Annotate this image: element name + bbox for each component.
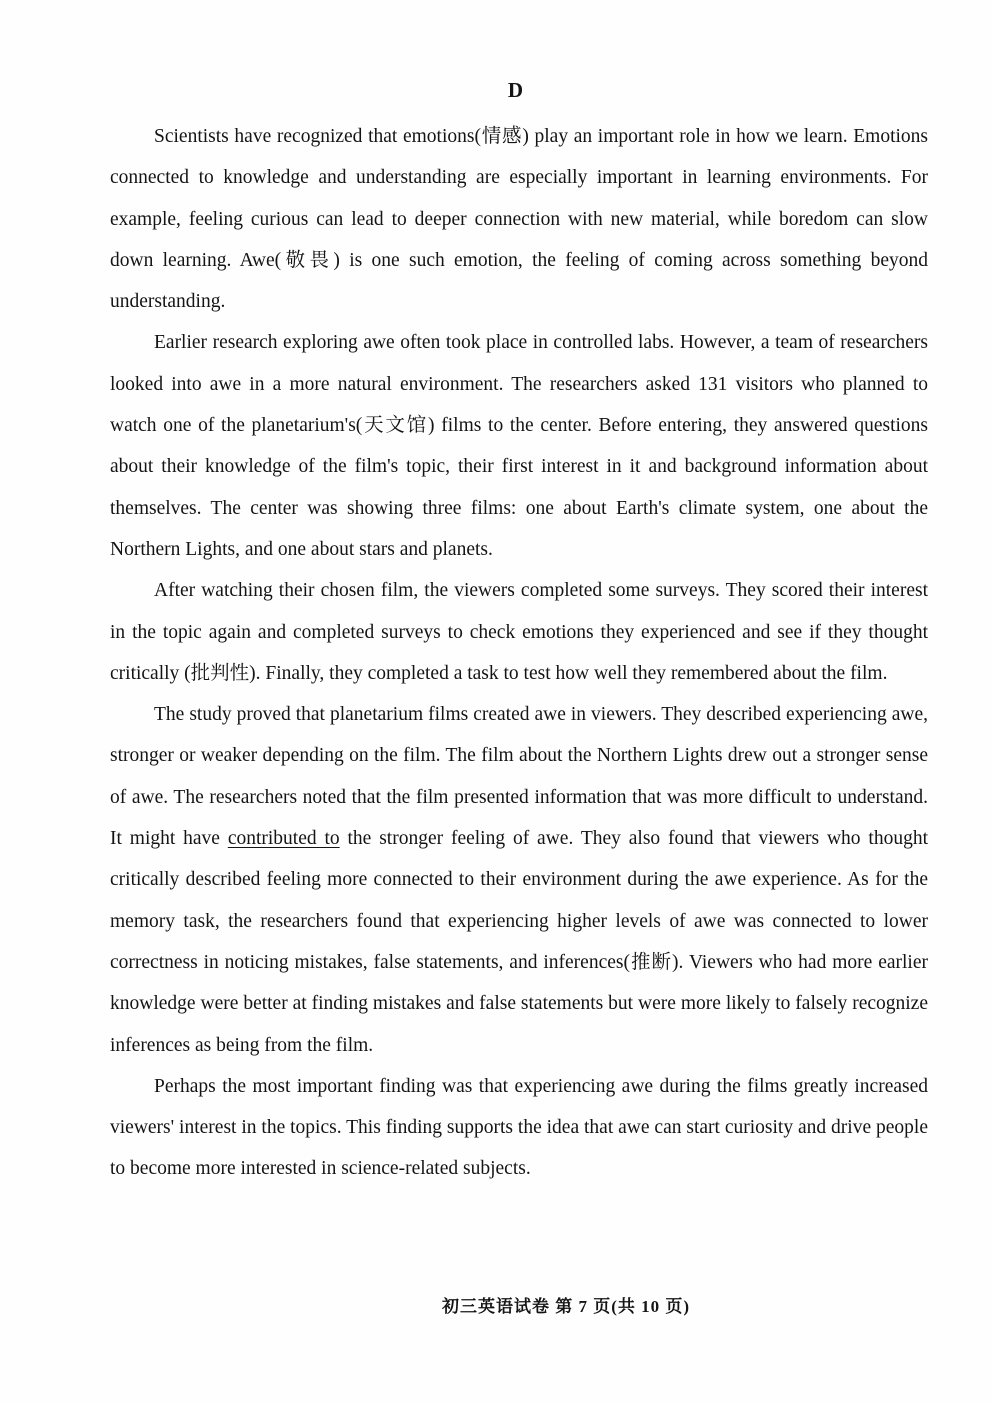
paragraph-5: Perhaps the most important finding was that experiencing awe during the films greatly increased viewers' interest in the topics. This finding supports the idea that awe can start curiosity and drive people to become more interested in science-related subjects. [110, 1075, 928, 1180]
section-title: D [507, 78, 525, 102]
passage-body [110, 116, 928, 1190]
paragraph-3: After watching their chosen film, the viewers completed some surveys. They scored their interest in the topic again and completed surveys to check emotions they experienced and see if they thought critically (批判性). Finally, they completed a task to test how well they remembered about the film. [110, 580, 928, 684]
paragraph-1: Scientists have recognized that emotions(情感) play an important role in how we learn. Emotions connected to knowledge and understanding are especially important in learning environments. For example, feeling curious can lead to deeper connection with new material, while boredom can slow down learning. Awe(敬畏) is one such emotion, the feeling of coming across something beyond understanding. [110, 126, 928, 313]
underlined-phrase: contributed to [227, 828, 340, 850]
paragraph-2: Earlier research exploring awe often took place in controlled labs. However, a team of researchers looked into awe in a more natural environment. The researchers asked 131 visitors who planned to watch one of the planetarium's(天文馆) films to the center. Before entering, they answered questions about their knowledge of the film's topic, their first interest in it and background information about themselves. The center was showing three films: one about Earth's climate system, one about the Northern Lights, and one about stars and planets. [110, 332, 928, 560]
paragraph-4 [110, 694, 928, 1066]
paragraph-4-text-after: the stronger feeling of awe. They also found that viewers who thought critically described feeling more connected to their environment during the awe experience. As for the memory task, the researchers found that experiencing higher levels of awe was connected to lower correctness in noticing mistakes, false statements, and inferences(推断). Viewers who had more earlier knowledge were better at finding mistakes and false statements but were more likely to falsely recognize inferences as being from the film. [110, 828, 928, 1056]
paragraph-4-text-before: The study proved that planetarium films created awe in viewers. They described experiencing awe, stronger or weaker depending on the film. The film about the Northern Lights drew out a stronger sense of awe. The researchers noted that the film presented information that was more difficult to understand. It might have [110, 704, 928, 850]
page-footer: 初三英语试卷 第 7 页(共 10 页) [441, 1297, 691, 1316]
